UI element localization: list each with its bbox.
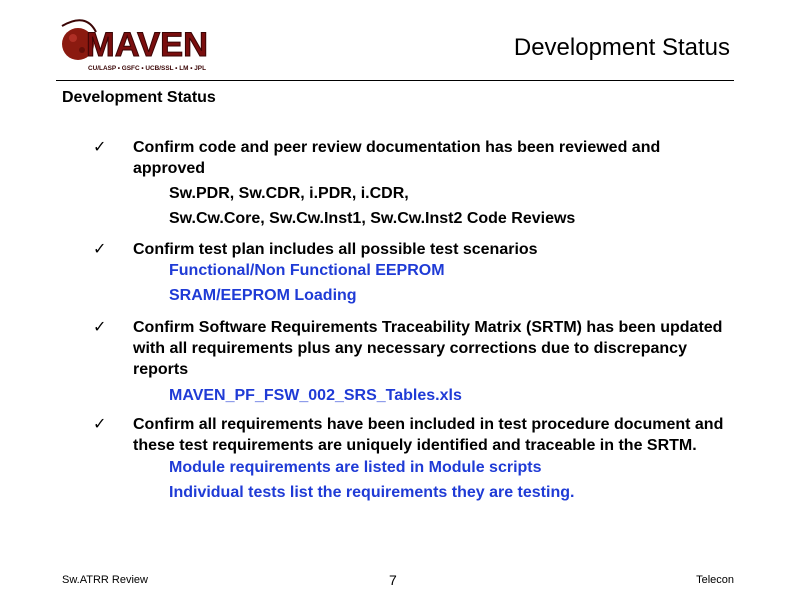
list-subitem: Module requirements are listed in Module scripts (169, 459, 542, 476)
page-number: 7 (389, 572, 397, 588)
section-title: Development Status (62, 89, 216, 106)
list-subitem: MAVEN_PF_FSW_002_SRS_Tables.xls (169, 387, 462, 404)
list-item-text: Confirm test plan includes all possible test scenarios (133, 241, 538, 258)
checkmark-icon: ✓ (93, 319, 107, 336)
logo-wordmark: MAVEN (86, 26, 208, 64)
header-title: Development Status (513, 34, 730, 61)
checkmark-icon: ✓ (93, 416, 107, 433)
list-item (93, 317, 733, 408)
list-item (93, 239, 733, 308)
list-item-text: Confirm code and peer review documentation has been reviewed and approved (133, 139, 661, 177)
list-subitem: Individual tests list the requirements they are testing. (169, 484, 575, 501)
list-item-text: Confirm Software Requirements Traceability Matrix (SRTM) has been updated with all requirements plus any necessary corrections due to discrepancy reports (133, 319, 723, 378)
list-subitem: Functional/Non Functional EEPROM (169, 262, 445, 279)
list-item (93, 137, 733, 231)
footer-label: Telecon (696, 574, 734, 586)
list-subitem: SRAM/EEPROM Loading (169, 287, 357, 304)
checkmark-icon: ✓ (93, 241, 107, 258)
list-subitem: Sw.PDR, Sw.CDR, i.PDR, i.CDR, (169, 185, 409, 202)
checkmark-icon: ✓ (93, 139, 107, 156)
footer-title: Sw.ATRR Review (62, 574, 148, 586)
list-item (93, 414, 733, 505)
list-item-text: Confirm all requirements have been included in test procedure document and these test requirements are uniquely identified and traceable in the SRTM. (133, 416, 724, 454)
list-subitem: Sw.Cw.Core, Sw.Cw.Inst1, Sw.Cw.Inst2 Code Reviews (169, 210, 576, 227)
logo-partners: CU/LASP • GSFC • UCB/SSL • LM • JPL (88, 65, 207, 72)
